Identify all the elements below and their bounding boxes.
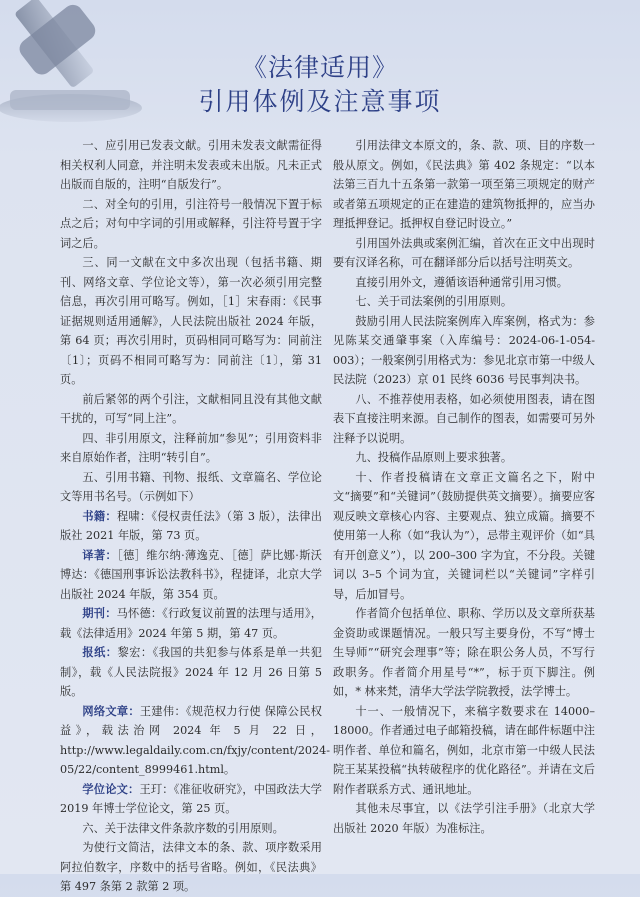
- citation-text: ［德］维尔纳·薄逸克、［德］萨比娜·斯沃博达：《德国刑事诉讼法教科书》，程捷译，北京大学出版社 2024 年版，第 354 页。: [60, 548, 322, 601]
- paragraph: 直接引用外文，遵循该语种通常引用习惯。: [355, 275, 568, 289]
- paragraph: 九、投稿作品原则上要求独著。: [355, 451, 513, 464]
- paragraph: 作者简介包括单位、职称、学历以及文章所获基金资助或课题情况。一般只写主要身份，不写“博士生导师”“研究会理事”等；除在职公务人员，不写行政职务。作者简介用星号“*”，标于页下脚注。例如，* 林来梵，清华大学法学院教授，法学博士。: [333, 607, 595, 698]
- citation-label: 报纸：: [82, 646, 118, 659]
- paragraph: 引用国外法典或案例汇编，首次在正文中出现时要有汉译名称，可在翻译部分后以括号注明英文。: [333, 236, 595, 269]
- paragraph: 鼓励引用人民法院案例库入库案例，格式为：参见陈某交通肇事案（入库编号：2024-06-1-054-003）；一般案例引用格式为：参见北京市第一中级人民法院（2023）京 01 民终 6036 号民事判决书。: [333, 314, 595, 386]
- citation-example: [60, 702, 331, 780]
- left-column: [60, 136, 331, 897]
- paragraph: 前后紧邻的两个引注，文献相同且没有其他文献干扰的，可写“同上注”。: [60, 392, 322, 425]
- page-title: 《法律适用》: [241, 53, 398, 82]
- right-column: [333, 136, 595, 838]
- paragraph: 为使行文简洁，法律文本的条、款、项序数采用阿拉伯数字，序数中的括号省略。例如，《民法典》第 497 条第 2 款第 2 项。: [60, 841, 322, 893]
- page-subtitle: 引用体例及注意事项: [198, 87, 442, 116]
- citation-text: 马怀德：《行政复议前置的法理与适用》，载《法律适用》2024 年第 5 期，第 47 页。: [60, 607, 322, 640]
- paragraph: 三、同一文献在文中多次出现（包括书籍、期刊、网络文章、学位论文等），第一次必须引用完整信息，再次引用可略写。例如，［1］宋春雨：《民事证据规则适用通解》，人民法院出版社 2024 年版，第 64 页；再次引用时，页码相同可略写为：同前注〔1〕；页码不相同可略写为：同前注〔1〕，第 31 页。: [60, 256, 322, 386]
- paragraph: 十一、一般情况下，来稿字数要求在 14000–18000。作者通过电子邮箱投稿，请在邮件标题中注明作者、单位和篇名，例如，北京市第一中级人民法院王某某投稿“执转破程序的优化路径”。并请在文后附作者联系方式、通讯地址。: [333, 704, 595, 796]
- page-header: [0, 52, 640, 118]
- citation-example: [60, 604, 322, 643]
- paragraph: 二、对全句的引用，引注符号一般情况下置于标点之后；对句中字词的引用或解释，引注符号置于字词之后。: [60, 197, 322, 250]
- citation-text: 王玎：《准征收研究》，中国政法大学 2019 年博士学位论文，第 25 页。: [60, 782, 322, 815]
- citation-label: 期刊：: [82, 607, 117, 620]
- citation-text: 王建伟：《规范权力行使 保障公民权益》，载法治网 2024 年 5 月 22 日，http://www.legaldaily.com.cn/fxjy/content/2024-05/22/content_8999461.html。: [60, 704, 331, 776]
- citation-text: 程啸：《侵权责任法》（第 3 版），法律出版社 2021 年版，第 73 页。: [60, 509, 322, 542]
- paragraph: 一、应引用已发表文献。引用未发表文献需征得相关权利人同意，并注明未发表或未出版。凡未正式出版而自版的，注明“自版发行”。: [60, 139, 322, 191]
- paragraph: 八、不推荐使用表格，如必须使用图表，请在图表下直接注明来源。自己制作的图表，如需要可另外注释予以说明。: [333, 392, 595, 445]
- paragraph: 十、作者投稿请在文章正文篇名之下，附中文“摘要”和“关键词”（鼓励提供英文摘要）。摘要应客观反映文章核心内容、主要观点、独立成篇。摘要不使用第一人称（如“我认为”），忌带主观评价（如“具有开创意义”），以 200–300 字为宜，不分段。关键词以 3–5 个词为宜，关键词栏以“关键词”字样引导，后加冒号。: [333, 470, 595, 601]
- citation-example: [60, 507, 322, 546]
- citation-label: 书籍：: [82, 509, 117, 523]
- citation-label: 网络文章：: [82, 704, 140, 718]
- paragraph: 五、引用书籍、刊物、报纸、文章篇名、学位论文等用书名号。（示例如下）: [60, 470, 322, 503]
- citation-example: [60, 546, 322, 605]
- citation-label: 学位论文：: [82, 782, 140, 796]
- paragraph: 六、关于法律文件条款序数的引用原则。: [82, 821, 284, 835]
- paragraph: 引用法律文本原文的，条、款、项、目的序数一般从原文。例如，《民法典》第 402 条规定：“以本法第三百九十五条第一款第一项至第三项规定的财产或者第五项规定的正在建造的建筑物抵押的，应当办理抵押登记。抵押权自登记时设立。”: [333, 139, 595, 230]
- paragraph: 其他未尽事宜，以《法学引注手册》（北京大学出版社 2020 年版）为准标注。: [333, 802, 595, 835]
- paragraph: 七、关于司法案例的引用原则。: [355, 295, 513, 308]
- citation-text: 黎宏：《我国的共犯参与体系是单一共犯制》，载《人民法院报》2024 年 12 月 26 日第 5 版。: [60, 646, 322, 698]
- citation-example: [60, 780, 322, 819]
- paragraph: 四、非引用原文，注释前加“参见”；引用资料非来自原始作者，注明“转引自”。: [60, 431, 322, 464]
- citation-example: [60, 643, 322, 702]
- citation-label: 译著：: [82, 548, 118, 562]
